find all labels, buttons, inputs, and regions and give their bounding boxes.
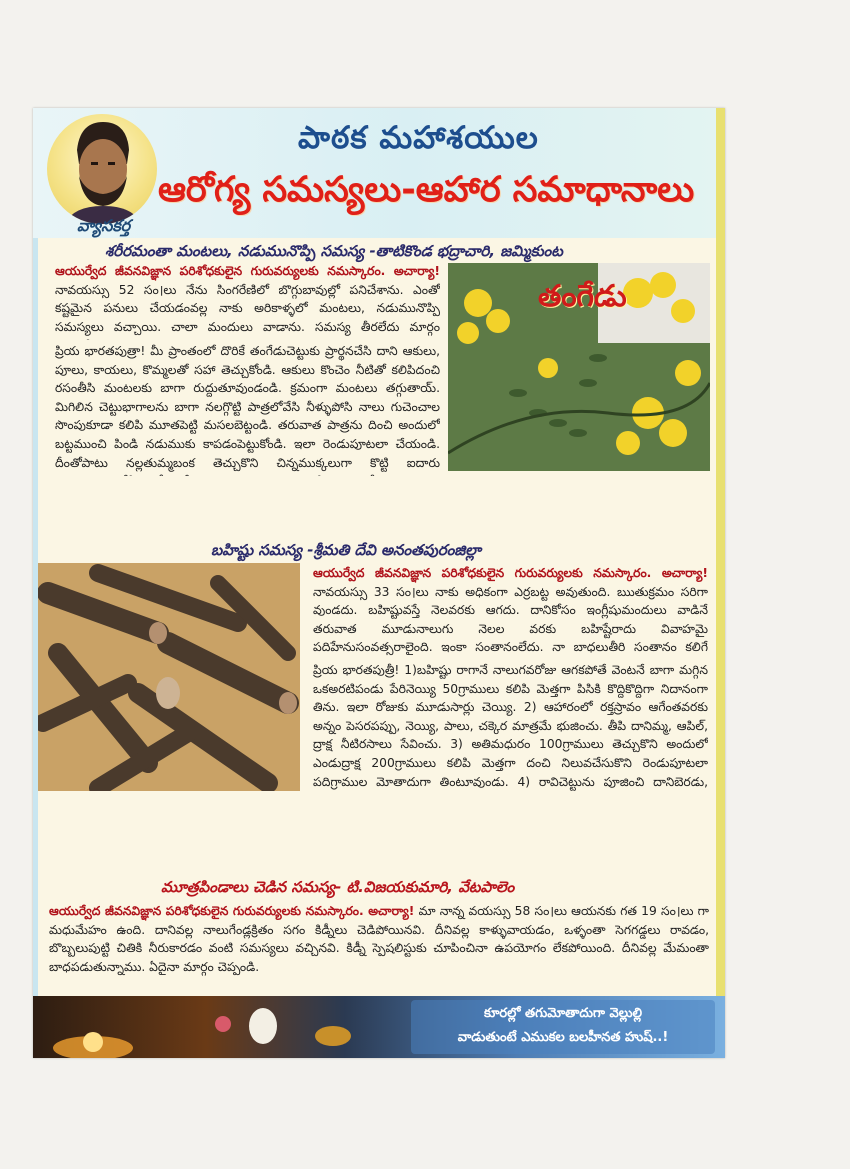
section-2-answer: ప్రియ భారతపుత్రీ! 1)బహిష్టు రాగానే నాలుగవరోజు ఆగకపోతే వెంటనే బాగా మగ్గిన ఒకఅరటిపండు పేరినెయ్యి 50గ్రాములు కలిపి మెత్తగా పిసికి కొద్దికొద్దిగా నిదానంగా తిను. ఇలా రోజుకు మూడుసార్లు చెయ్యి. 2) ఆహారంలో రక్తస్రావం ఆగేంతవరకు అన్నం పెసరపప్పు, నెయ్యి, పాలు, చక్కెర మాత్రమే భుజించు. తీపి దానిమ్మ, ఆపిల్, ద్రాక్ష నీటిరసాలు సేవించు. 3) అతిమధురం 100గ్రాములు తెచ్చుకొని అందులో ఎండుద్రాక్ష 200గ్రాములు కలిపి మెత్తగా దంచి నిలువచేసుకొని రెండుపూటలా పదిగ్రాముల మోతాదుగా తింటూవుండు. 4) రావిచెట్టును పూజించి దానిబెరడు,	[313, 663, 708, 789]
section-3-question	[49, 902, 709, 982]
footer-banner	[33, 996, 725, 1058]
section-1-question-lead: ఆయుర్వేద జీవనవిజ్ఞాన పరిశోధకులైన గురువర్యులకు నమస్కారం. అచార్యా!	[55, 264, 440, 278]
author-photo	[47, 114, 157, 224]
licorice-root-photo	[38, 563, 300, 791]
section-1-answer: ప్రియ భారతపుత్రా! మీ ప్రాంతంలో దొరికే తంగేడుచెట్టుకు ప్రార్థనచేసి దాని ఆకులు, పూలు, కాయలు, కొమ్మలతో సహా తెచ్చుకోండి. ఆకులు కొంచెం నీటితో కలిపిదంచి రసంతీసి మంటలకు బాగా రుద్దుతూవుండండి. క్రమంగా మంటలు తగ్గుతాయ్. మిగిలిన చెట్టుభాగాలను బాగా నలగ్గొట్టి పాత్రలోవేసి నీళ్ళుపోసి నాలు గుచెంచాల సొంపుకూడా కలిపి మూతపెట్టి మసలబెట్టండి. తరువాత పాత్రను దించి అందులో బట్టముంచి పిండి నడుముకు కాపడంపెట్టుకోండి. ఇలా రెండుపూటలా చేయండి. దీంతోపాటు నల్లతుమ్మబంక తెచ్చుకొని చిన్నముక్కలుగా కొట్టి ఐదారు	[55, 344, 440, 470]
flower-label: తంగేడు	[538, 279, 627, 314]
newspaper-clipping	[33, 108, 725, 1058]
section-1-answer-top	[55, 342, 440, 476]
section-3-question-body: మా నాన్న వయస్సు 58 సం।లు ఆయనకు గత 19 సం।లు గా మధుమేహం ఉంది. దానివల్ల నాలుగేండ్లక్రితం సగం కిడ్నీలు చెడిపోయినవి. దీనివల్ల కాళ్ళువాయడం, ఒళ్ళంతా సెగగడ్డలు రావడం, బొబ్బలుపుట్టి చితికి నీరుకారడం వంటి సమస్యలు వచ్చినవి. కిడ్నీ స్పెషలిస్టుకు చూపించినా ఉపయోగం లేకపోయింది. దీనివల్ల మేమంతా బాధపడుతున్నాము. ఏదైనా మార్గం చెప్పండి.	[49, 904, 709, 974]
section-2-answer-top	[313, 661, 708, 793]
tangedu-flower-photo	[448, 263, 710, 471]
section-1-answer-full	[55, 476, 707, 534]
article-header	[33, 108, 716, 238]
footer-tip-line-2: వాడుతుంటే ఎముకల బలహీనత హుష్..!	[457, 1030, 669, 1045]
section-3-subhead: మూత్రపిండాలు చెడిన సమస్య- టి.విజయకుమారి, వేటపాలెం	[161, 878, 515, 896]
section-1-question-body: నావయస్సు 52 సం।లు నేను సింగరేణిలో బొగ్గుబావుల్లో పనిచేశాను. ఎంతో కష్టమైన పనులు చేయడంవల్ల నాకు అరికాళ్ళలో మంటలు, నడుమునొప్పి సమస్యలు వచ్చాయి. చాలా మందులు వాడాను. సమస్య తీరలేదు మార్గం	[55, 282, 440, 334]
page-edge-right	[716, 108, 725, 998]
section-1-question	[55, 262, 440, 340]
title-line-2: ఆరోగ్య సమస్యలు-ఆహార సమాధానాలు	[158, 170, 695, 210]
footer-tip	[413, 1002, 713, 1052]
section-2-question-body: నావయస్సు 33 సం।లు నాకు అధికంగా ఎర్రబట్ట అవుతుంది. ఋతుక్రమం సరిగా వుండదు. బహిష్టువస్తే నెలవరకు ఆగదు. దానికోసం ఇంగ్లీషుమందులు వాడినే తరువాత మూడునాలుగు నెలల వరకు బహిష్టేరాదు వివాహమై పదిహేనుసంవత్సరాలైంది. ఇంకా సంతానంలేదు. నా బాధలుతీరి సంతానం కలిగే	[313, 584, 708, 655]
footer-tip-line-1: కూరల్లో తగుమోతాదుగా వెల్లుల్లి	[483, 1006, 643, 1021]
section-2-question-lead: ఆయుర్వేద జీవనవిజ్ఞాన పరిశోధకులైన గురువర్యులకు నమస్కారం. అచార్యా!	[313, 566, 708, 580]
section-1-subhead: శరీరమంతా మంటలు, నడుమునొప్పి సమస్య -తాటికొండ భద్రాచారి, జమ్మికుంట	[105, 242, 563, 260]
page-edge-left	[33, 108, 38, 998]
title-line-1: పాఠక మహాశయుల	[298, 120, 539, 156]
author-signature: వ్యాసకర్త	[77, 216, 131, 235]
section-2-question	[313, 564, 708, 659]
section-2-subhead: బహిష్టు సమస్య -శ్రీమతి దేవి అనంతపురంజిల్లా	[211, 541, 481, 559]
section-3-question-lead: ఆయుర్వేద జీవనవిజ్ఞాన పరిశోధకులైన గురువర్యులకు నమస్కారం. అచార్యా!	[49, 904, 415, 918]
